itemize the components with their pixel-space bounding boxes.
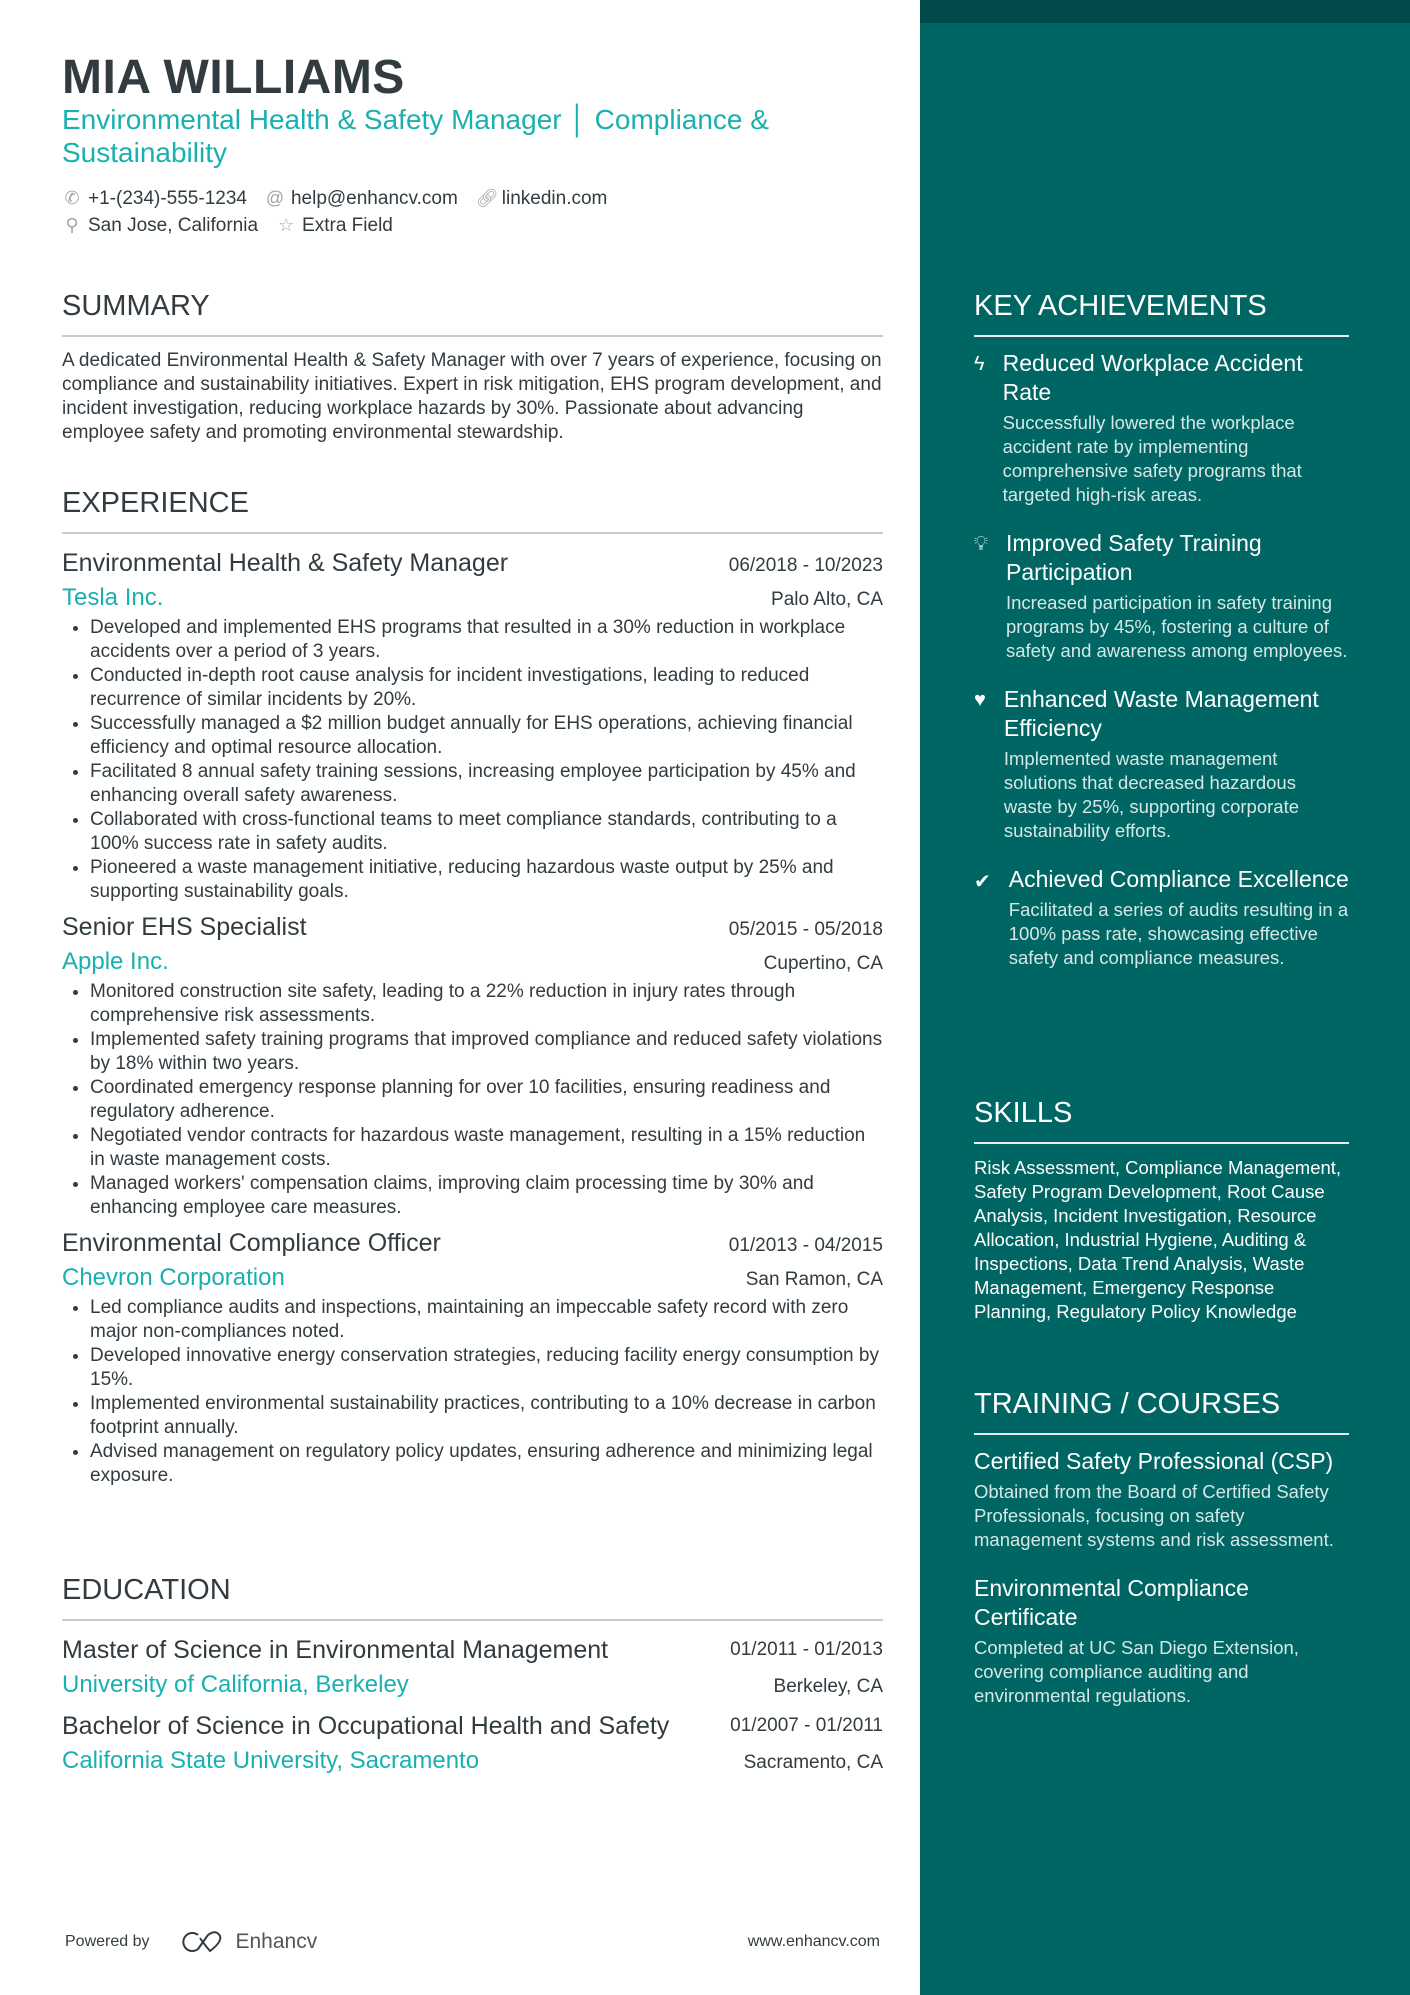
achievement-item	[974, 349, 1349, 507]
bolt-icon: ϟ	[974, 353, 985, 375]
brand-name: Enhancv	[235, 1930, 318, 1953]
contact-email[interactable]	[265, 185, 458, 212]
section-heading: EDUCATION	[62, 1574, 883, 1621]
achievement-description: Successfully lowered the workplace accident rate by implementing comprehensive safety programs that targeted high-risk areas.	[1002, 412, 1302, 505]
bullet-item: • Coordinated emergency response planning for over 10 facilities, ensuring readiness and regulatory adherence.	[90, 1076, 883, 1124]
candidate-role: Environmental Health & Safety Manager │ Compliance & Sustainability	[62, 104, 769, 168]
bullet-item: • Developed innovative energy conservation strategies, reducing facility energy consumption by 15%.	[90, 1344, 883, 1392]
job-bullets	[62, 1296, 883, 1488]
skills-section	[974, 1097, 1349, 1324]
job-title: Senior EHS Specialist	[62, 913, 307, 941]
achievements-section	[974, 290, 1349, 992]
achievement-description: Implemented waste management solutions that decreased hazardous waste by 25%, supporting corporate sustainability efforts.	[1003, 748, 1300, 841]
job-dates: 01/2013 - 04/2015	[728, 1235, 883, 1256]
bullet-item: • Collaborated with cross-functional teams to meet compliance standards, contributing to a 100% success rate in safety audits.	[90, 808, 883, 856]
job-bullets	[62, 980, 883, 1220]
achievement-description: Increased participation in safety training programs by 45%, fostering a culture of safety and awareness among employees.	[1006, 592, 1348, 661]
achievement-description: Facilitated a series of audits resulting in a 100% pass rate, showcasing effective safety and compliance measures.	[1008, 899, 1349, 968]
phone-icon: ✆	[64, 188, 80, 208]
achievement-title: Reduced Workplace Accident Rate	[1002, 350, 1303, 405]
job-location: San Ramon, CA	[745, 1269, 883, 1290]
education-section	[62, 1574, 883, 1779]
job-location: Cupertino, CA	[763, 953, 883, 974]
sidebar-top-band	[920, 0, 1410, 23]
candidate-name: MIA WILLIAMS	[62, 51, 405, 104]
course-item	[974, 1574, 1349, 1708]
section-heading: TRAINING / COURSES	[974, 1388, 1349, 1435]
contact-phone	[62, 185, 247, 212]
extra-text: Extra Field	[302, 215, 393, 236]
job-dates: 05/2015 - 05/2018	[728, 919, 883, 940]
school-location: Berkeley, CA	[773, 1676, 883, 1697]
powered-by	[65, 1930, 317, 1954]
education-dates: 01/2007 - 01/2011	[730, 1715, 883, 1736]
contact-extra	[276, 212, 393, 239]
bullet-item: • Advised management on regulatory policy updates, ensuring adherence and minimizing legal exposure.	[90, 1440, 883, 1488]
email-text: help@enhancv.com	[290, 188, 458, 209]
section-heading: SUMMARY	[62, 290, 883, 337]
job-title: Environmental Compliance Officer	[62, 1229, 441, 1257]
section-heading: SKILLS	[974, 1097, 1349, 1144]
course-item	[974, 1447, 1349, 1552]
company-name: Chevron Corporation	[62, 1264, 285, 1291]
company-name: Tesla Inc.	[62, 584, 164, 611]
bullet-item: • Implemented environmental sustainability practices, contributing to a 10% decrease in carbon footprint annually.	[90, 1392, 883, 1440]
education-entry	[62, 1709, 883, 1779]
achievement-item	[974, 685, 1349, 843]
degree: Bachelor of Science in Occupational Health and Safety	[62, 1712, 670, 1740]
school-location: Sacramento, CA	[743, 1752, 883, 1773]
bullet-item: • Implemented safety training programs that improved compliance and reduced safety violations by 18% within two years.	[90, 1028, 883, 1076]
star-icon: ☆	[277, 215, 295, 235]
footer	[65, 1930, 880, 1954]
bullet-item: • Successfully managed a $2 million budget annually for EHS operations, achieving financial efficiency and optimal resource allocation.	[90, 712, 883, 760]
achievement-title: Improved Safety Training Participation	[1006, 530, 1262, 585]
bullet-item: • Developed and implemented EHS programs that resulted in a 30% reduction in workplace accidents over a period of 3 years.	[90, 616, 883, 664]
contact-location	[62, 212, 258, 239]
bullet-item: • Led compliance audits and inspections, maintaining an impeccable safety record with zero major non-compliances noted.	[90, 1296, 883, 1344]
footer-url[interactable]: www.enhancv.com	[747, 1933, 880, 1950]
summary-text: A dedicated Environmental Health & Safety Manager with over 7 years of experience, focusing on compliance and sustainability initiatives. Expert in risk mitigation, EHS program development, and incident investigation, reducing workplace hazards by 30%. Passionate about advancing employee safety and promoting environmental stewardship.	[62, 350, 882, 443]
training-section	[974, 1388, 1349, 1730]
enhancv-logo-icon	[180, 1930, 226, 1954]
job-dates: 06/2018 - 10/2023	[728, 555, 883, 576]
company-name: Apple Inc.	[62, 948, 169, 975]
section-heading: KEY ACHIEVEMENTS	[974, 290, 1349, 337]
at-icon: @	[265, 188, 285, 208]
lightbulb-icon: 💡︎	[974, 533, 988, 555]
achievement-item	[974, 865, 1349, 970]
bullet-item: • Conducted in-depth root cause analysis for incident investigations, leading to reduced recurrence of similar incidents by 20%.	[90, 664, 883, 712]
bullet-item: • Monitored construction site safety, leading to a 22% reduction in injury rates through comprehensive risk assessments.	[90, 980, 883, 1028]
link-icon: 🔗︎	[475, 188, 499, 208]
education-dates: 01/2011 - 01/2013	[730, 1639, 883, 1660]
experience-section	[62, 487, 883, 1488]
powered-by-label: Powered by	[65, 1933, 150, 1950]
contact-link[interactable]	[476, 185, 608, 212]
bullet-item: • Facilitated 8 annual safety training sessions, increasing employee participation by 45% and enhancing overall safety awareness.	[90, 760, 883, 808]
course-title: Environmental Compliance Certificate	[974, 1575, 1249, 1630]
bullet-item: • Pioneered a waste management initiative, reducing hazardous waste output by 25% and supporting sustainability goals.	[90, 856, 883, 904]
heart-icon: ♥	[974, 689, 986, 711]
job-entry	[62, 910, 883, 1220]
achievement-title: Enhanced Waste Management Efficiency	[1003, 686, 1319, 741]
education-entry	[62, 1633, 883, 1703]
section-heading: EXPERIENCE	[62, 487, 883, 534]
location-text: San Jose, California	[88, 215, 259, 236]
contact-info	[62, 185, 607, 239]
course-description: Completed at UC San Diego Extension, covering compliance auditing and environmental regulations.	[974, 1637, 1299, 1706]
school-name: California State University, Sacramento	[62, 1747, 480, 1774]
school-name: University of California, Berkeley	[62, 1671, 409, 1698]
course-description: Obtained from the Board of Certified Safety Professionals, focusing on safety management systems and risk assessment.	[974, 1481, 1334, 1550]
job-bullets	[62, 616, 883, 904]
job-location: Palo Alto, CA	[771, 589, 883, 610]
job-entry	[62, 546, 883, 904]
link-text: linkedin.com	[501, 188, 608, 209]
skills-text: Risk Assessment, Compliance Management, Safety Program Development, Root Cause Analysis, Incident Investigation, Resource Allocation, Industrial Hygiene, Auditing & Inspections, Data Trend Analysis, Waste Management, Emergency Response Planning, Regulatory Policy Knowledge	[974, 1157, 1342, 1322]
job-title: Environmental Health & Safety Manager	[62, 549, 509, 577]
bullet-item: • Negotiated vendor contracts for hazardous waste management, resulting in a 15% reduction in waste management costs.	[90, 1124, 883, 1172]
location-pin-icon: ⚲	[65, 215, 79, 235]
achievement-item	[974, 529, 1349, 663]
course-title: Certified Safety Professional (CSP)	[974, 1448, 1334, 1474]
summary-section	[62, 290, 883, 445]
check-icon: ✔	[974, 871, 991, 893]
degree: Master of Science in Environmental Management	[62, 1636, 609, 1664]
phone-text: +1-(234)-555-1234	[88, 188, 247, 209]
achievement-title: Achieved Compliance Excellence	[1008, 866, 1349, 892]
job-entry	[62, 1226, 883, 1488]
bullet-item: • Managed workers' compensation claims, improving claim processing time by 30% and enhancing employee care measures.	[90, 1172, 883, 1220]
